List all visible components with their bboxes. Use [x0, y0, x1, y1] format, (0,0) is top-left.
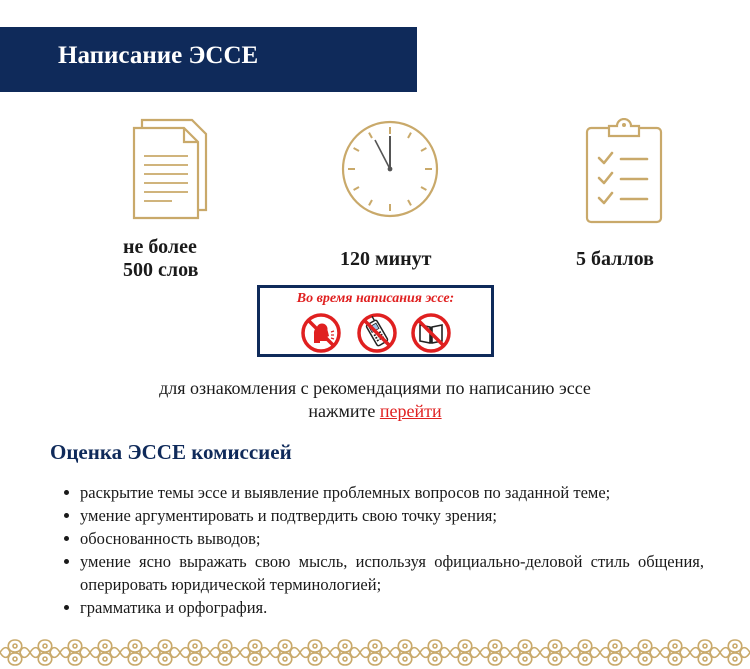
criteria-item: раскрытие темы эссе и выявление проблемных вопросов по заданной теме;	[62, 481, 704, 504]
evaluation-criteria-list	[62, 481, 704, 619]
time-limit-label: 120 минут	[340, 248, 432, 270]
ornament-border	[0, 636, 750, 669]
word-limit-label	[123, 236, 198, 282]
guide-text-line2	[0, 401, 750, 422]
no-talking-icon	[300, 312, 342, 359]
document-icon	[130, 118, 212, 220]
criteria-item: грамматика и орфография.	[62, 596, 704, 619]
guide-prefix: нажмите	[308, 401, 380, 421]
criteria-item: умение аргументировать и подтвердить свою точку зрения;	[62, 504, 704, 527]
page-title: Написание ЭССЕ	[58, 42, 259, 69]
criteria-item: обоснованность выводов;	[62, 527, 704, 550]
rules-title: Во время написания эссе:	[296, 291, 455, 306]
word-limit-line2: 500 слов	[123, 259, 199, 281]
evaluation-title: Оценка ЭССЕ комиссией	[50, 440, 292, 464]
score-label: 5 баллов	[576, 248, 654, 270]
guide-text-line1: для ознакомления с рекомендациями по написанию эссе	[159, 378, 591, 398]
title-banner	[0, 27, 417, 92]
exam-rules-box	[257, 285, 494, 357]
no-book-icon	[410, 312, 452, 359]
guide-link[interactable]: перейти	[379, 401, 442, 421]
criteria-item: умение ясно выражать свою мысль, используя официально-деловой стиль общения, оперировать юридической терминологией;	[62, 550, 704, 596]
no-phone-icon	[356, 312, 398, 359]
checklist-icon	[585, 118, 663, 224]
clock-icon	[338, 120, 442, 218]
word-limit-line1: не более	[123, 236, 197, 258]
